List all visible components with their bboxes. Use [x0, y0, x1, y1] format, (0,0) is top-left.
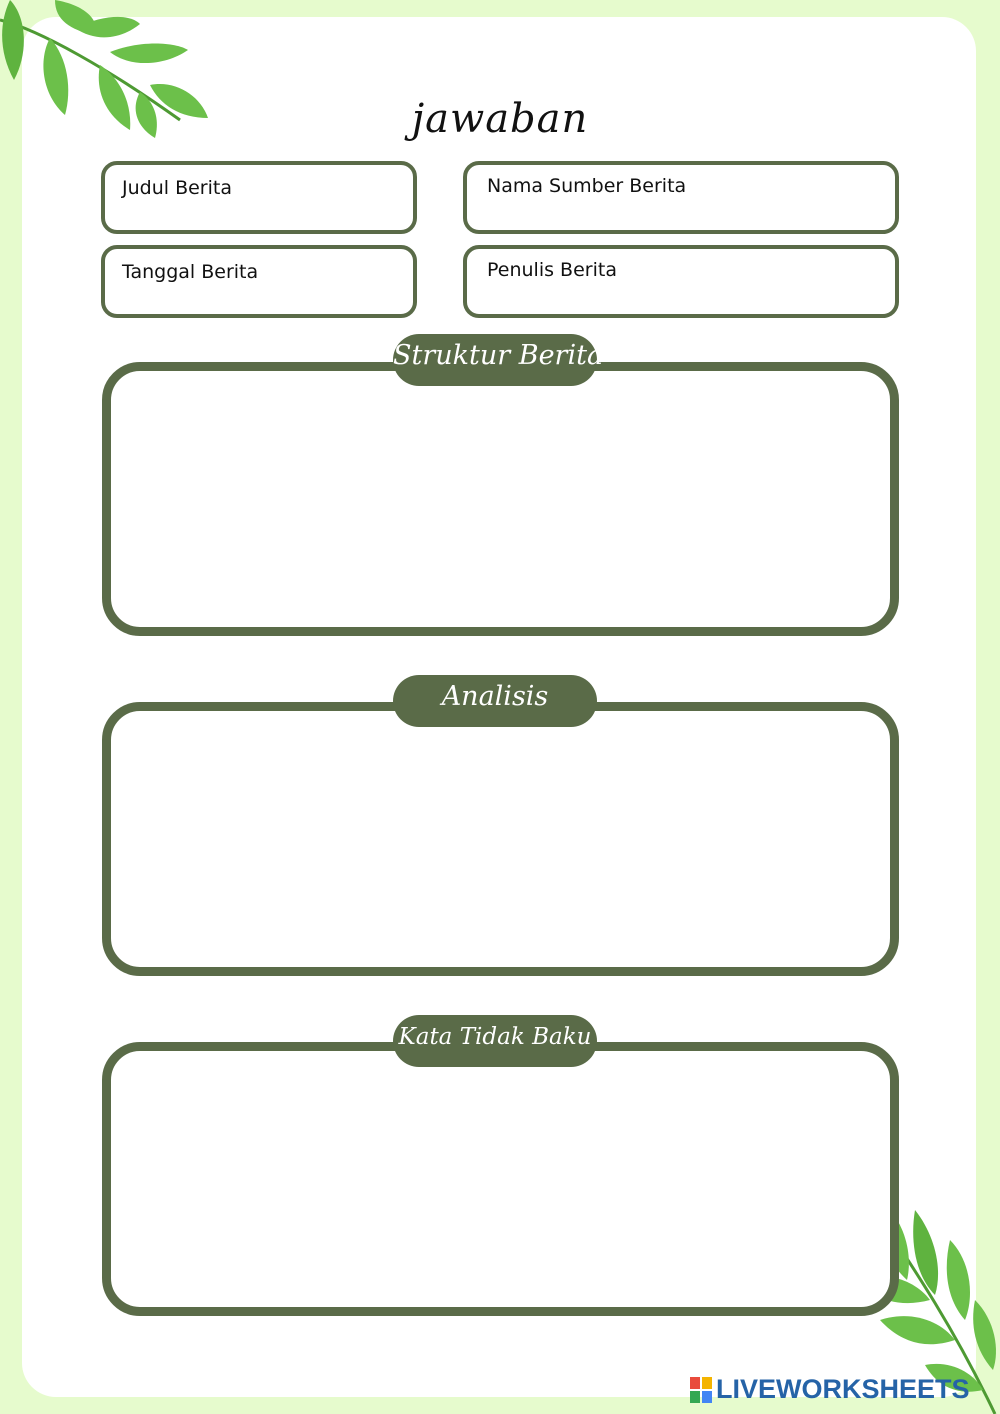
judul-berita-label: Judul Berita — [122, 177, 232, 199]
analisis-box[interactable] — [102, 702, 899, 976]
liveworksheets-brand — [690, 1374, 970, 1405]
penulis-berita-label: Penulis Berita — [487, 259, 617, 281]
page-title: jawaban — [411, 96, 589, 142]
tanggal-berita-label: Tanggal Berita — [122, 261, 259, 283]
kata-tidak-baku-box[interactable] — [102, 1042, 899, 1316]
tanggal-berita-field[interactable] — [101, 245, 417, 318]
analisis-heading: Analisis — [393, 675, 597, 727]
struktur-berita-heading: Struktur Berita — [393, 334, 597, 386]
nama-sumber-berita-field[interactable] — [463, 161, 899, 234]
brand-name: LIVEWORKSHEETS — [716, 1374, 970, 1404]
liveworksheets-logo-icon — [690, 1377, 712, 1403]
nama-sumber-berita-label: Nama Sumber Berita — [487, 175, 687, 197]
kata-tidak-baku-heading: Kata Tidak Baku — [393, 1015, 597, 1067]
penulis-berita-field[interactable] — [463, 245, 899, 318]
struktur-berita-box[interactable] — [102, 362, 899, 636]
judul-berita-field[interactable] — [101, 161, 417, 234]
